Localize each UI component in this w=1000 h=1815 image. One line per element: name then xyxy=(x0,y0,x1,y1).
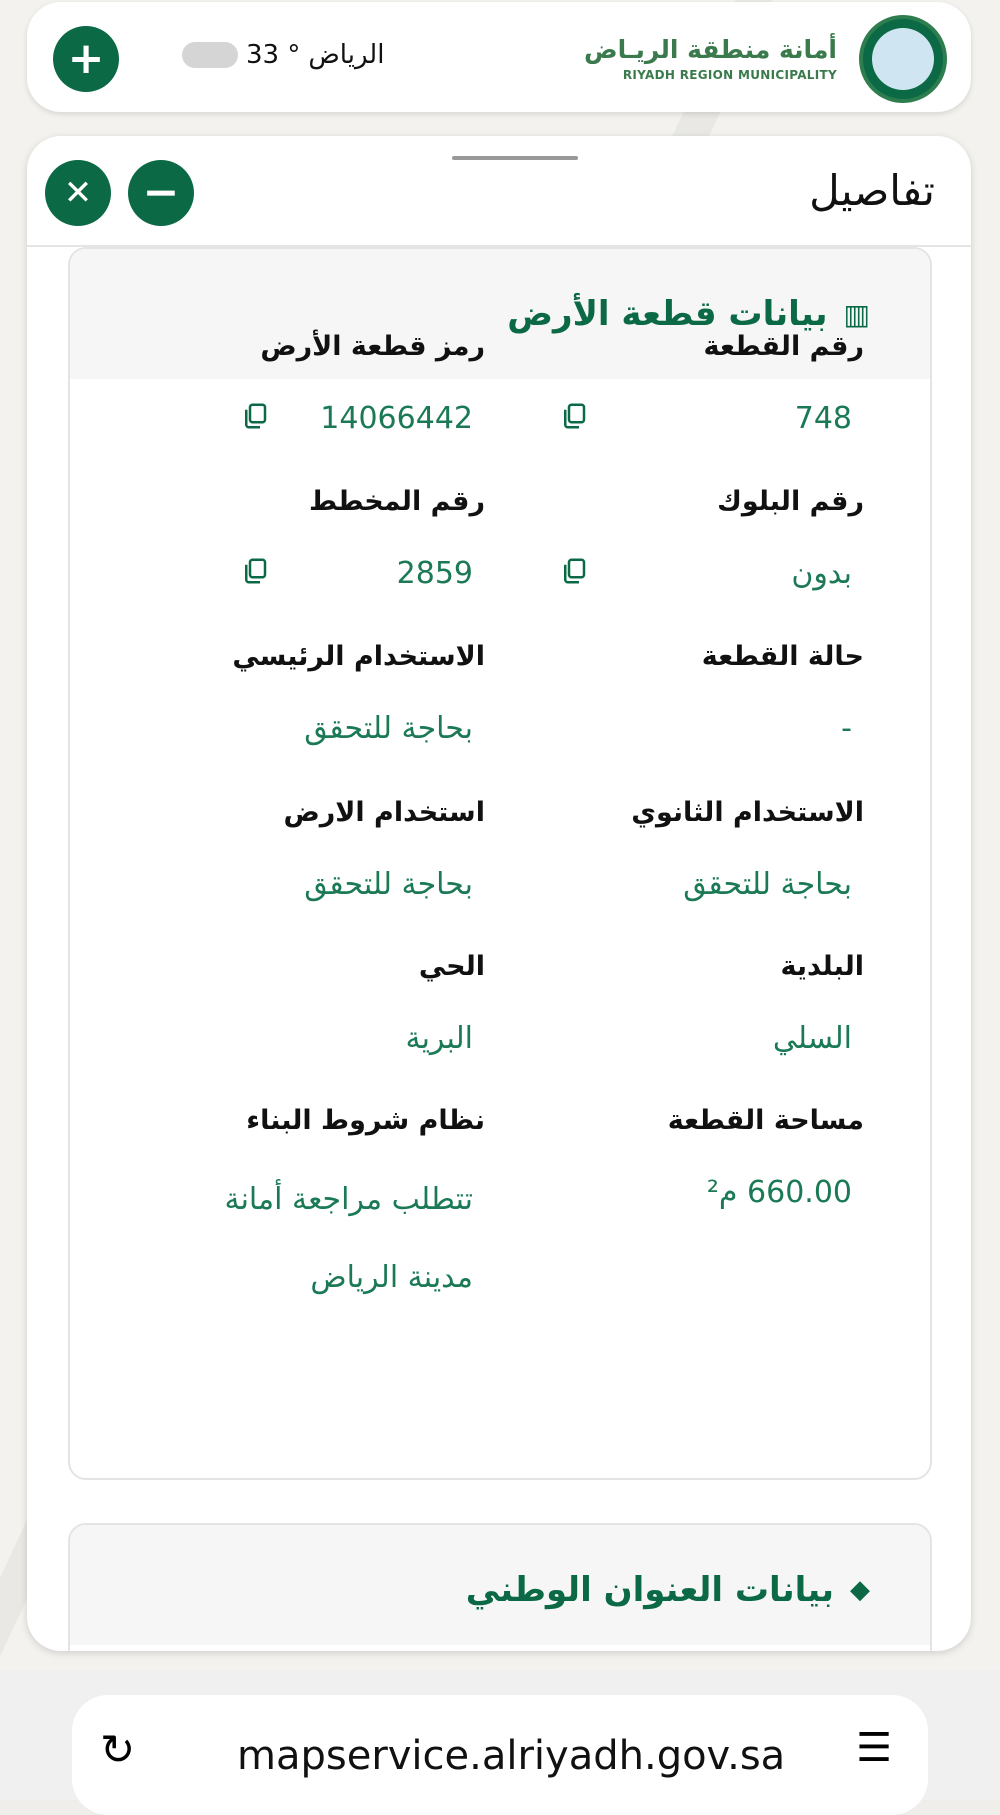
field-label: رمز قطعة الأرض xyxy=(260,331,485,362)
weather-widget xyxy=(182,40,384,70)
address-card-title: بيانات العنوان الوطني xyxy=(465,1570,834,1610)
field-label: الاستخدام الثانوي xyxy=(631,797,864,828)
land-card-title: بيانات قطعة الأرض xyxy=(507,294,828,334)
top-bar xyxy=(27,2,971,112)
weather-temp: 33 ° xyxy=(246,40,301,70)
field-value: - xyxy=(841,711,852,746)
minimize-button[interactable] xyxy=(128,160,194,226)
logo-arabic: أمانة منطقة الريـاض xyxy=(583,35,837,64)
field-value: 2859 xyxy=(396,556,473,591)
reload-icon[interactable]: ↻ xyxy=(100,1725,136,1774)
field-label: رقم القطعة xyxy=(703,331,864,362)
copy-icon[interactable] xyxy=(559,401,589,433)
panel-header xyxy=(27,136,971,247)
field-value: 748 xyxy=(794,401,852,436)
close-icon: ✕ xyxy=(63,173,93,213)
field-label: البلدية xyxy=(780,951,864,982)
field-label: حالة القطعة xyxy=(701,641,864,672)
field-label: مساحة القطعة xyxy=(667,1105,864,1136)
logo-english: RIYADH REGION MUNICIPALITY xyxy=(622,68,837,82)
url-text[interactable]: mapservice.alriyadh.gov.sa xyxy=(237,1733,786,1779)
minus-icon: − xyxy=(142,167,180,218)
field-label: الحي xyxy=(418,951,485,982)
field-value: 660.00 م² xyxy=(706,1175,852,1210)
address-bar[interactable] xyxy=(72,1695,928,1815)
drag-handle[interactable] xyxy=(452,156,578,160)
field-value: تتطلب مراجعة أمانة مدينة الرياض xyxy=(224,1182,473,1295)
close-button[interactable] xyxy=(45,160,111,226)
map-icon: ▥ xyxy=(843,297,870,331)
panel-title: تفاصيل xyxy=(809,166,935,215)
add-button[interactable] xyxy=(53,26,119,92)
field-label: الاستخدام الرئيسي xyxy=(232,641,485,672)
field-value: السلي xyxy=(772,1021,852,1056)
tag-icon: ◆ xyxy=(850,1575,870,1605)
field-value: 14066442 xyxy=(320,401,473,436)
cloud-icon xyxy=(182,42,238,68)
national-address-card[interactable] xyxy=(68,1523,932,1651)
copy-icon[interactable] xyxy=(240,401,270,433)
field-value: البرية xyxy=(405,1021,473,1056)
copy-icon[interactable] xyxy=(240,556,270,588)
field-label: نظام شروط البناء xyxy=(246,1105,485,1136)
details-panel xyxy=(27,136,971,1651)
field-label: استخدام الارض xyxy=(283,797,485,828)
weather-city: الرياض xyxy=(308,40,385,70)
field-label: رقم البلوك xyxy=(717,486,864,517)
field-value: بحاجة للتحقق xyxy=(683,867,852,902)
municipality-emblem-icon xyxy=(859,15,947,103)
browser-bar xyxy=(0,1670,1000,1800)
plus-icon: + xyxy=(67,33,105,84)
field-value: بدون xyxy=(791,556,852,591)
field-value: بحاجة للتحقق xyxy=(304,867,473,902)
copy-icon[interactable] xyxy=(559,556,589,588)
reader-icon[interactable]: ☰ xyxy=(856,1725,892,1771)
field-value: بحاجة للتحقق xyxy=(304,711,473,746)
field-label: رقم المخطط xyxy=(309,486,485,517)
logo xyxy=(584,35,837,82)
land-data-card xyxy=(68,247,932,1480)
